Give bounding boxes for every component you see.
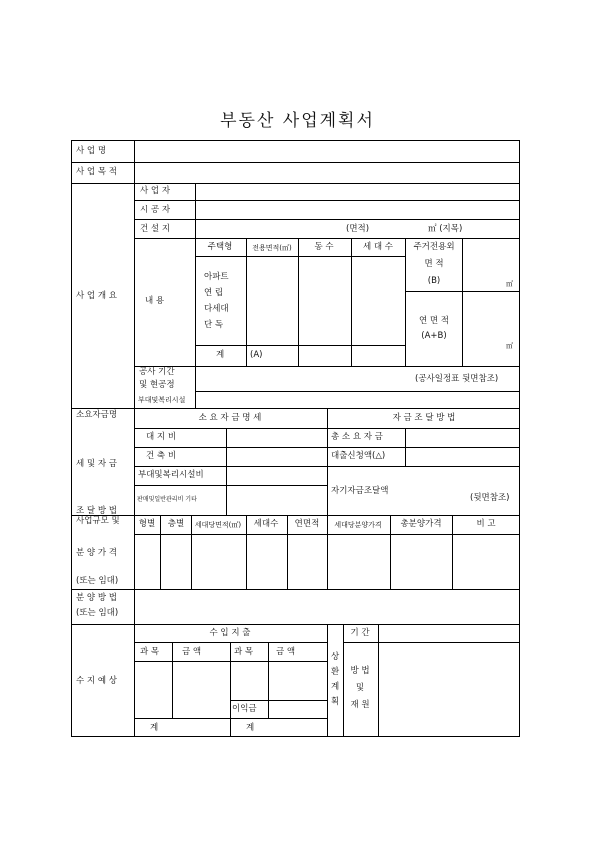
label-residential-area-1: 주거전용외 [413, 242, 455, 252]
col-dong-su: 동 수 [314, 242, 334, 252]
label-area: (면적) [346, 224, 370, 234]
col-amount-1: 금 액 [182, 647, 202, 657]
label-period-1: 공사 기간 [139, 367, 175, 377]
label-overview: 사 업 개 요 [76, 291, 117, 301]
label-income-plan: 수 지 예 상 [76, 676, 117, 686]
label-sale-method-1: 분 양 방 법 [76, 593, 117, 603]
label-site: 건 설 지 [140, 224, 171, 234]
col-households: 세대수 [253, 519, 279, 529]
label-total-required: 총 소 요 자 금 [331, 432, 383, 442]
label-method-2: 및 [355, 683, 365, 693]
label-builder: 시 공 자 [140, 205, 171, 215]
col-item-2: 과 목 [234, 647, 254, 657]
label-residential-area-b: (B) [427, 276, 441, 286]
label-land-cost: 대 지 비 [146, 432, 177, 442]
unit-sqm-b: ㎡ [506, 280, 513, 288]
label-profit: 이익금 [232, 704, 257, 714]
col-house-type: 주택형 [207, 242, 233, 252]
label-other-cost: 판매및일반관리비 기타 [137, 496, 197, 503]
label-operator: 사 업 자 [140, 186, 171, 196]
col-layer: 층별 [167, 519, 185, 529]
label-period: 기 간 [350, 628, 370, 638]
label-funds-1: 소요자금명 [76, 410, 118, 420]
col-type: 형별 [138, 519, 156, 529]
label-sale-method-2: (또는 임대) [76, 608, 119, 618]
label-content: 내 용 [145, 296, 165, 306]
label-loan-application: 대출신청액(△) [331, 451, 386, 461]
col-price-per: 세대당분양가격 [334, 521, 382, 529]
col-exclusive-area: 전용면적(㎡) [252, 244, 292, 252]
label-residential-area-2: 면 적 [424, 259, 444, 269]
label-project-name: 사 업 명 [76, 146, 107, 156]
col-total-price: 총분양가격 [400, 519, 442, 529]
header-income-expense: 수 입 지 출 [209, 628, 251, 638]
note-back: (뒷면참조) [470, 493, 510, 503]
label-rowhouse: 연 립 [204, 288, 224, 298]
label-scale-3: (또는 임대) [76, 576, 119, 586]
label-construction-cost: 건 축 비 [146, 451, 177, 461]
label-sum-a-row: 계 [216, 350, 225, 360]
label-scale-2: 분 양 가 격 [76, 548, 117, 558]
page-title: 부동산 사업계획서 [220, 111, 375, 131]
label-sum-a: (A) [250, 350, 263, 360]
header-funding-method: 자 금 조 달 방 법 [392, 413, 456, 423]
label-own-funds: 자기자금조달액 [331, 486, 389, 496]
label-multiplex: 다세대 [204, 304, 229, 314]
col-amount-2: 금 액 [276, 647, 296, 657]
label-total-area-1: 연 면 적 [418, 316, 450, 326]
label-method-1: 방 법 [350, 666, 370, 676]
label-detached: 단 독 [204, 320, 224, 330]
label-welfare-facility: 부대및복리시설 [138, 396, 186, 404]
label-funds-3: 조 달 방 법 [76, 506, 117, 516]
col-total-area: 연면적 [294, 519, 320, 529]
header-funds-detail: 소 요 자 금 명 세 [198, 413, 262, 423]
label-area-unit: ㎡ (지목) [428, 224, 463, 234]
label-apartment: 아파트 [204, 272, 229, 282]
label-total-area-2: (A+B) [421, 331, 447, 341]
label-funds-2: 세 및 자 금 [76, 459, 117, 469]
label-welfare-cost: 부대및복리시설비 [138, 470, 204, 480]
col-area: 세대당면적(㎡) [194, 521, 242, 529]
col-household-count: 세 대 수 [362, 242, 394, 252]
label-scale-1: 사업규모 및 [76, 516, 120, 526]
label-project-purpose: 사 업 목 적 [76, 167, 117, 177]
label-period-2: 및 현공정 [139, 380, 175, 390]
label-method-3: 재 원 [350, 700, 370, 710]
note-schedule: (공사일정표 뒷면참조) [415, 374, 499, 384]
label-sum-right: 계 [246, 723, 255, 733]
label-sum-left: 계 [150, 723, 159, 733]
col-item-1: 과 목 [140, 647, 160, 657]
col-remarks: 비 고 [476, 519, 496, 529]
unit-sqm-total: ㎡ [506, 342, 513, 350]
label-repayment-plan: 상 환 계 획 [331, 652, 340, 707]
